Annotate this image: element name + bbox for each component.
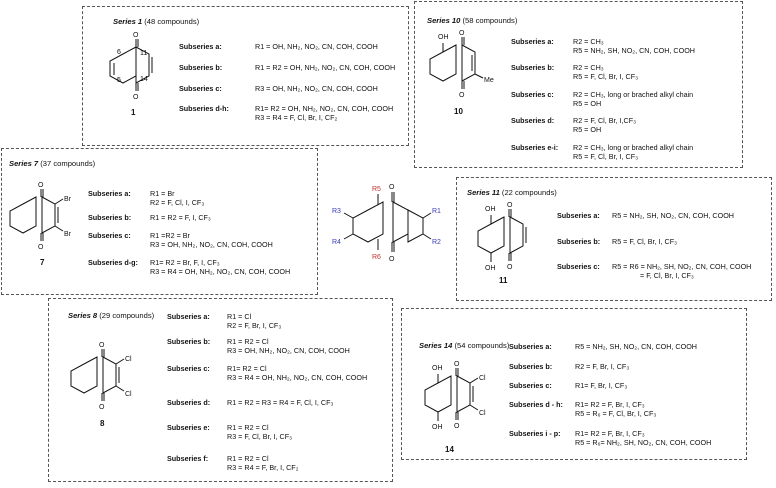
subseries-label: Subseries b:	[511, 63, 555, 72]
subseries-values: R5 = OH	[573, 125, 602, 134]
subseries-label: Subseries b:	[557, 237, 601, 246]
subseries-values: R1 = Br	[150, 189, 175, 198]
subseries-values: R3 = OH, NH₂, NO₂, CN, COH, COOH	[227, 346, 350, 355]
subseries-row	[88, 198, 204, 208]
bond-ring	[71, 357, 97, 393]
subseries-values: R3 = F, Cl, Br, I, CF₃	[227, 432, 293, 441]
series-14-panel	[401, 308, 747, 460]
bond-methyl	[475, 74, 483, 78]
bond-ring	[408, 210, 423, 242]
atom-chlorine: Cl	[125, 356, 132, 363]
bond-ring	[393, 202, 408, 242]
subseries-values: R5 = F, Cl, Br, I, CF₃	[612, 237, 678, 246]
subseries-label: Subseries e:	[167, 423, 210, 432]
subseries-row	[179, 84, 378, 94]
bond-ring	[42, 197, 55, 233]
subseries-row	[167, 463, 299, 473]
atom-hydroxyl: OH	[485, 265, 496, 272]
substituent-r3: R3	[332, 208, 341, 215]
bond-ring	[353, 202, 383, 242]
bond-ring	[10, 197, 36, 233]
bond-ring	[510, 217, 523, 253]
substituent-r2: R2	[432, 239, 441, 246]
subseries-row	[167, 373, 367, 383]
subseries-values: R1= R2 = F, Br, I, CF₃	[575, 400, 645, 409]
series-name: Series 1	[113, 17, 143, 26]
subseries-values: R2 = CH₃	[573, 37, 604, 46]
subseries-label: Subseries d - h:	[509, 400, 563, 409]
subseries-label: Subseries c:	[88, 231, 131, 240]
series-name: Series 10	[427, 16, 461, 25]
atom-oxygen: O	[389, 256, 395, 263]
compound-number: 10	[454, 107, 463, 116]
subseries-values: R5 = R₆= NH₂, SH, NO₂, CN, COH, COOH	[575, 438, 712, 447]
series-10-title	[427, 16, 517, 25]
series-name: Series 8	[68, 311, 98, 320]
subseries-label: Subseries c:	[509, 381, 552, 390]
substituent-r4: R4	[332, 239, 341, 246]
core-naphthoquinone	[330, 172, 460, 282]
structure-14	[418, 359, 492, 449]
subseries-values: R2 = F, Cl, I, CF₃	[150, 198, 205, 207]
subseries-values: = F, Cl, Br, I, CF₃	[640, 271, 694, 280]
series-name: Series 14	[419, 341, 453, 350]
subseries-row	[509, 342, 697, 352]
atom-hydroxyl: OH	[432, 365, 443, 372]
bond-br	[55, 199, 63, 204]
bond-r2	[423, 234, 431, 239]
subseries-row	[511, 46, 695, 56]
series-14-title	[419, 341, 509, 350]
subseries-row	[167, 398, 333, 408]
subseries-values: R5 = R₆ = F, Cl, Br, I, CF₃	[575, 409, 657, 418]
subseries-row	[509, 381, 627, 391]
atom-methyl: Me	[484, 77, 494, 84]
substituent-r5: R5	[372, 186, 381, 193]
subseries-label: Subseries e-i:	[511, 143, 559, 152]
subseries-label: Subseries a:	[167, 312, 210, 321]
subseries-label: Subseries d:	[167, 398, 211, 407]
subseries-label: Subseries c:	[557, 262, 600, 271]
atom-bromine: Br	[64, 231, 71, 238]
substituent-r6: R6	[372, 254, 381, 261]
subseries-label: Subseries a:	[511, 37, 554, 46]
subseries-values: R2 = CH₃, long or brached alkyl chain	[573, 90, 694, 99]
structure-1	[105, 31, 175, 123]
series-8-panel	[48, 298, 393, 482]
compound-count: (58 compounds)	[462, 16, 518, 25]
bond-cl	[116, 386, 124, 391]
atom-bromine: Br	[64, 196, 71, 203]
series-11-panel	[456, 177, 772, 301]
series-8-title	[68, 311, 154, 320]
subseries-values: R1= R2 = F, Br, I, CF₃	[575, 429, 645, 438]
bond-cl	[116, 359, 124, 364]
atom-oxygen: O	[99, 404, 105, 411]
subseries-label: Subseries c:	[511, 90, 554, 99]
subseries-row	[557, 237, 677, 247]
subseries-row	[88, 267, 290, 277]
subseries-label: Subseries a:	[509, 342, 552, 351]
series-name: Series 7	[9, 159, 39, 168]
subseries-values: R1 = R2 = F, I, CF₃	[150, 213, 211, 222]
subseries-row	[509, 409, 656, 419]
atom-oxygen: O	[459, 30, 465, 37]
subseries-row	[557, 211, 734, 221]
subseries-values: R2 = CH₃, long or brached alkyl chain	[573, 143, 694, 152]
subseries-label: Subseries f:	[167, 454, 209, 463]
subseries-label: Subseries d:	[511, 116, 555, 125]
atom-oxygen: O	[454, 423, 460, 430]
atom-oxygen: O	[459, 92, 465, 99]
series-1-title	[113, 17, 199, 26]
compound-number: 8	[100, 419, 105, 428]
atom-oxygen: O	[38, 182, 44, 189]
subseries-values: R1 = R2 = Cl	[227, 454, 269, 463]
subseries-row	[179, 42, 378, 52]
bond-br	[55, 226, 63, 231]
series-name: Series 11	[467, 188, 500, 197]
subseries-row	[509, 362, 629, 372]
subseries-label: Subseries a:	[557, 211, 600, 220]
compound-count: (54 compounds)	[454, 341, 510, 350]
atom-number: 14	[140, 76, 148, 83]
subseries-values: R1 = R2 = R3 = R4 = F, Cl, I, CF₃	[227, 398, 334, 407]
subseries-row	[179, 113, 337, 123]
atom-oxygen: O	[389, 184, 395, 191]
subseries-values: R2 = CH₃	[573, 63, 604, 72]
subseries-label: Subseries a:	[179, 42, 222, 51]
subseries-label: Subseries c:	[167, 364, 210, 373]
series-11-title	[467, 188, 557, 197]
compound-number: 14	[445, 445, 454, 454]
series-1-panel	[82, 6, 409, 146]
atom-oxygen: O	[507, 264, 513, 271]
bond-ring	[462, 45, 475, 81]
subseries-values: R2 = F, Br, I, CF₃	[227, 321, 282, 330]
subseries-label: Subseries i - p:	[509, 429, 561, 438]
subseries-values: R3 = OH, NH₂, NO₂, CN, COH, COOH	[150, 240, 273, 249]
bond-r1	[423, 213, 431, 218]
atom-hydroxyl: OH	[485, 206, 496, 213]
atom-hydroxyl: OH	[432, 424, 443, 431]
subseries-values: R3 = R4 = OH, NH₂, NO₂, CN, COH, COOH	[227, 373, 368, 382]
subseries-row	[167, 346, 350, 356]
subseries-values: R5 = F, Cl, Br, I, CF₃	[573, 152, 639, 161]
bond-cl	[470, 405, 478, 410]
subseries-values: R5 = R6 = NH₂, SH, NO₂, CN, COH, COOH	[612, 262, 752, 271]
atom-number: 5	[117, 77, 121, 84]
subseries-values: R5 = NH₂, SH, NO₂, CN, COH, COOH	[612, 211, 734, 220]
subseries-row	[511, 99, 601, 109]
subseries-values: R5 = F, Cl, Br, I, CF₃	[573, 72, 639, 81]
subseries-row	[167, 432, 292, 442]
atom-oxygen: O	[133, 32, 139, 39]
subseries-values: R1= R2 = Br, F, I, CF₃	[150, 258, 220, 267]
subseries-label: Subseries b:	[88, 213, 132, 222]
structure-8	[71, 342, 141, 419]
atom-number: 11	[140, 50, 148, 57]
subseries-values: R1= R2 = Cl	[227, 364, 267, 373]
atom-oxygen: O	[454, 361, 460, 368]
subseries-values: R2 = F, Br, I, CF₃	[575, 362, 630, 371]
subseries-label: Subseries a:	[88, 189, 131, 198]
subseries-values: R5 = OH	[573, 99, 602, 108]
subseries-label: Subseries c:	[179, 84, 222, 93]
subseries-row	[511, 72, 638, 82]
subseries-row	[509, 438, 711, 448]
subseries-row	[640, 271, 694, 281]
compound-count: (37 compounds)	[40, 159, 96, 168]
atom-number: 6	[117, 49, 121, 56]
subseries-values: R3 = R4 = OH, NH₂, NO₂, CN, COH, COOH	[150, 267, 291, 276]
subseries-row	[511, 152, 638, 162]
bond-r3	[344, 213, 353, 218]
subseries-row	[167, 321, 281, 331]
atom-oxygen: O	[507, 202, 513, 209]
subseries-values: R1 = OH, NH₂, NO₂, CN, COH, COOH	[255, 42, 378, 51]
subseries-values: R1 = R2 = OH, NH₂, NO₂, CN, COH, COOH	[255, 63, 396, 72]
subseries-values: R5 = NH₂, SH, NO₂, CN, COH, COOH	[573, 46, 695, 55]
subseries-values: R1= R2 = OH, NH₂, NO₂, CN, COH, COOH	[255, 104, 394, 113]
bond-ring	[103, 357, 116, 393]
subseries-values: R3 = OH, NH₂, NO₂, CN, COH, COOH	[255, 84, 378, 93]
subseries-values: R1 = Cl	[227, 312, 252, 321]
atom-oxygen: O	[38, 244, 44, 251]
subseries-row	[179, 63, 395, 73]
atom-oxygen: O	[133, 94, 139, 101]
compound-number: 7	[40, 258, 45, 267]
subseries-label: Subseries b:	[509, 362, 553, 371]
subseries-values: R1 =R2 = Br	[150, 231, 190, 240]
compound-number: 1	[131, 108, 136, 117]
bond-cl	[470, 378, 478, 383]
compound-count: (48 compounds)	[144, 17, 200, 26]
subseries-label: Subseries d-h:	[179, 104, 229, 113]
atom-chlorine: Cl	[125, 391, 132, 398]
atom-oxygen: O	[99, 342, 105, 349]
atom-chlorine: Cl	[479, 410, 486, 417]
series-10-panel	[414, 1, 743, 168]
compound-count: (22 compounds)	[501, 188, 557, 197]
compound-number: 11	[499, 276, 508, 285]
subseries-values: R3 = R4 = F, Br, I, CF₂	[227, 463, 299, 472]
subseries-label: Subseries b:	[167, 337, 211, 346]
substituent-r1: R1	[432, 208, 441, 215]
series-7-title	[9, 159, 95, 168]
bond-r4	[344, 234, 353, 239]
subseries-row	[88, 213, 211, 223]
series-7-panel	[1, 148, 318, 295]
subseries-row	[88, 240, 273, 250]
subseries-label: Subseries b:	[179, 63, 223, 72]
subseries-values: R2 = F, Cl, Br, I,CF₃	[573, 116, 637, 125]
atom-chlorine: Cl	[479, 375, 486, 382]
compound-count: (29 compounds)	[99, 311, 155, 320]
bond-ring	[457, 376, 470, 412]
subseries-label: Subseries d-g:	[88, 258, 138, 267]
subseries-row	[511, 125, 601, 135]
subseries-values: R5 = NH₂, SH, NO₂, CN, COH, COOH	[575, 342, 697, 351]
atom-hydroxyl: OH	[438, 34, 449, 41]
subseries-values: R1 = R2 = Cl	[227, 337, 269, 346]
structure-7	[10, 182, 80, 259]
subseries-values: R1= F, Br, I, CF₃	[575, 381, 628, 390]
subseries-values: R1 = R2 = Cl	[227, 423, 269, 432]
subseries-values: R3 = R4 = F, Cl, Br, I, CF₂	[255, 113, 338, 122]
